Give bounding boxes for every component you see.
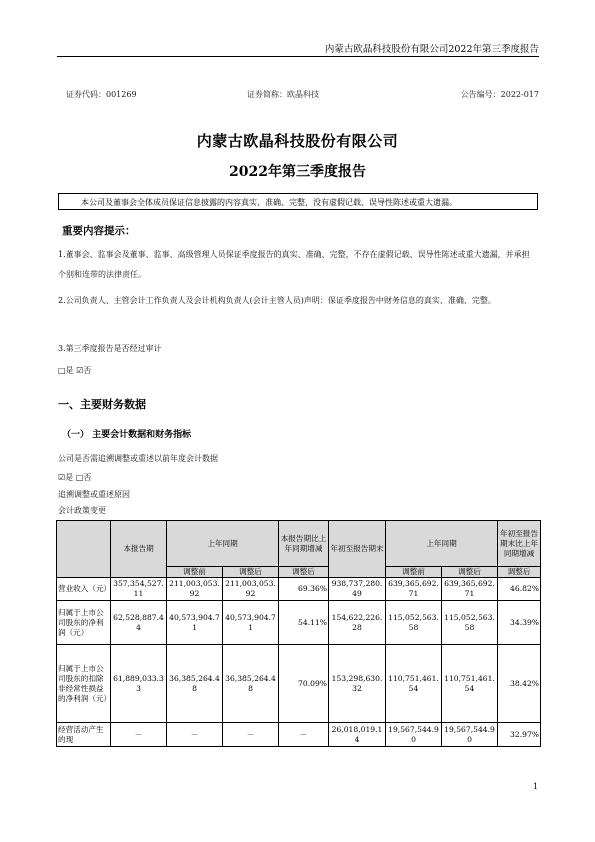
announcement-number: 公告编号：2022-017	[460, 90, 539, 99]
important-item-1: 1.董事会、监事会及董事、监事、高级管理人员保证季度报告的真实、准确、完整，不存在虚假记载、误导性陈述或重大遗漏，并承担个别和连带的法律责任。	[58, 250, 530, 279]
cell-change-ytd: 38.42%	[498, 645, 541, 723]
header-after-adj-d: 调整后	[498, 567, 541, 578]
table-row	[57, 723, 541, 747]
stock-short-name: 证券简称：欧晶科技	[247, 90, 319, 99]
cell-current: 61,889,033.33	[111, 645, 167, 723]
row-label: 经营活动产生的现	[57, 723, 111, 747]
cell-change-ytd: 34.39%	[498, 601, 541, 645]
header-after-adj: 调整后	[223, 567, 279, 578]
cell-ly-after: 211,003,053.92	[223, 578, 279, 601]
header-rule	[57, 56, 539, 57]
header-blank	[57, 521, 111, 578]
stock-code: 证券代码：001269	[66, 90, 137, 99]
cell-ytd: 26,018,019.14	[329, 723, 386, 747]
table-row	[57, 645, 541, 723]
cell-ly-before: 40,573,904.71	[167, 601, 223, 645]
important-heading: 重要内容提示：	[62, 225, 136, 237]
notice-box: 本公司及董事会全体成员保证信息披露的内容真实、准确、完整，没有虚假记载、误导性陈述或重大遗漏。	[58, 193, 538, 210]
cell-lyy-before: 110,751,461.54	[386, 645, 442, 723]
page-number: 1	[533, 782, 539, 791]
cell-ytd: 938,737,280.49	[329, 578, 386, 601]
important-item-3: 3.第三季度报告是否经过审计	[58, 344, 162, 353]
header-change-ytd: 年初至报告期末比上年同期增减	[498, 521, 541, 567]
header-last-year-2: 上年同期	[386, 521, 498, 567]
row-label: 归属于上市公司股东的净利润（元）	[57, 601, 111, 645]
cell-current: －	[111, 723, 167, 747]
running-header: 内蒙古欧晶科技股份有限公司2022年第三季度报告	[324, 44, 539, 55]
header-before-adj-2: 调整前	[386, 567, 442, 578]
cell-change: 54.11%	[279, 601, 329, 645]
cell-ly-before: 211,003,053.92	[167, 578, 223, 601]
restatement-reason-label: 追溯调整或重述原因	[58, 490, 130, 499]
cell-current: 62,528,887.44	[111, 601, 167, 645]
cell-change: －	[279, 723, 329, 747]
cell-change: 70.09%	[279, 645, 329, 723]
cell-change-ytd: 46.82%	[498, 578, 541, 601]
header-before-adj: 调整前	[167, 567, 223, 578]
header-current: 本报告期	[111, 521, 167, 578]
cell-lyy-after: 19,567,544.90	[442, 723, 498, 747]
cell-lyy-before: 639,365,692.71	[386, 578, 442, 601]
restatement-reason: 会计政策变更	[58, 506, 106, 515]
section-heading: 一、主要财务数据	[58, 398, 146, 411]
cell-ytd: 154,622,226.28	[329, 601, 386, 645]
header-change-current: 本报告期比上年同期增减	[279, 521, 329, 567]
cell-current: 357,354,527.11	[111, 578, 167, 601]
header-last-year: 上年同期	[167, 521, 279, 567]
cell-change: 69.36%	[279, 578, 329, 601]
financial-data-table	[56, 520, 541, 747]
restatement-answer: ☑是 □否	[58, 473, 92, 482]
table-row	[57, 601, 541, 645]
audit-answer: □是 ☑否	[58, 366, 92, 375]
cell-ly-before: 36,385,264.48	[167, 645, 223, 723]
header-after-adj-2: 调整后	[442, 567, 498, 578]
company-title: 内蒙古欧晶科技股份有限公司	[196, 132, 399, 150]
important-item-2: 2.公司负责人、主管会计工作负责人及会计机构负责人(会计主管人员)声明：保证季度报告中财务信息的真实、准确、完整。	[58, 296, 496, 305]
cell-change-ytd: 32.97%	[498, 723, 541, 747]
table-row	[57, 578, 541, 601]
subsection-heading: （一） 主要会计数据和财务指标	[62, 430, 192, 440]
cell-ytd: 153,298,630.32	[329, 645, 386, 723]
cell-ly-after: 40,573,904.71	[223, 601, 279, 645]
report-title: 2022年第三季度报告	[229, 164, 366, 180]
cell-lyy-before: 19,567,544.90	[386, 723, 442, 747]
cell-ly-after: 36,385,264.48	[223, 645, 279, 723]
cell-lyy-after: 639,365,692.71	[442, 578, 498, 601]
cell-lyy-after: 115,052,563.58	[442, 601, 498, 645]
restatement-question: 公司是否需追溯调整或重述以前年度会计数据	[58, 454, 218, 463]
cell-lyy-after: 110,751,461.54	[442, 645, 498, 723]
cell-ly-before: －	[167, 723, 223, 747]
header-after-adj-c: 调整后	[279, 567, 329, 578]
cell-lyy-before: 115,052,563.58	[386, 601, 442, 645]
header-ytd: 年初至报告期末	[329, 521, 386, 578]
cell-ly-after: －	[223, 723, 279, 747]
row-label: 归属于上市公司股东的扣除非经常性损益的净利润（元）	[57, 645, 111, 723]
row-label: 营业收入（元）	[57, 578, 111, 601]
